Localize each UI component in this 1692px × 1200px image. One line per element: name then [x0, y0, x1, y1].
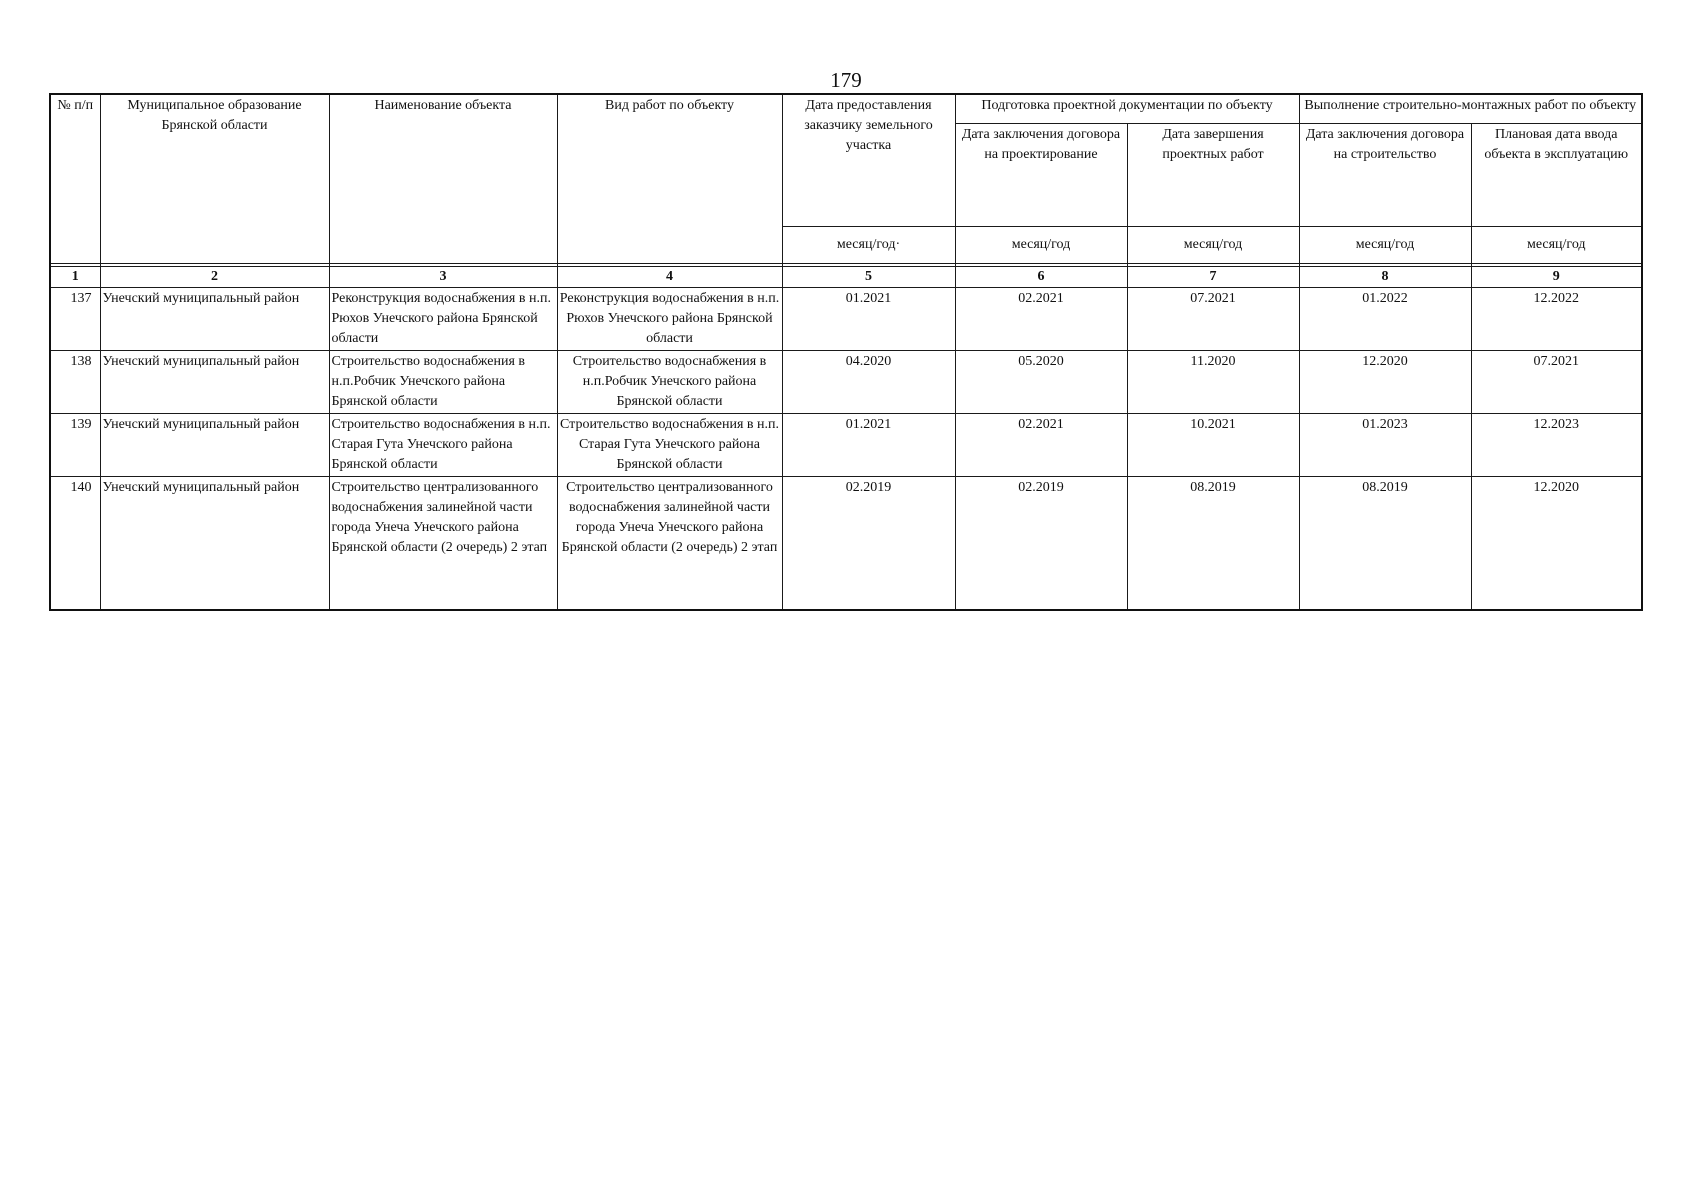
row-design-contract: 02.2021 — [955, 414, 1127, 477]
header-design-complete: Дата завершения проектных работ — [1127, 124, 1299, 227]
table-row — [50, 288, 1642, 351]
header-municipality: Муниципальное образование Брянской области — [100, 94, 329, 264]
row-object-name: Строительство водоснабжения в н.п.Робчик Унечского района Брянской области — [329, 351, 557, 414]
header-construction-contract: Дата заключения договора на строительство — [1299, 124, 1471, 227]
row-commissioning: 12.2023 — [1471, 414, 1642, 477]
row-object-name: Строительство централизованного водоснабжения залинейной части города Унеча Унечского района Брянской области (2 очередь) 2 этап — [329, 477, 557, 611]
row-num: 139 — [50, 414, 100, 477]
row-commissioning: 12.2022 — [1471, 288, 1642, 351]
row-design-complete: 07.2021 — [1127, 288, 1299, 351]
row-construction-contract: 12.2020 — [1299, 351, 1471, 414]
row-num: 140 — [50, 477, 100, 611]
header-group-design: Подготовка проектной документации по объекту — [955, 94, 1299, 124]
unit-design-complete: месяц/год — [1127, 227, 1299, 264]
header-design-contract: Дата заключения договора на проектирование — [955, 124, 1127, 227]
construction-schedule-table — [49, 93, 1643, 611]
header-work-type: Вид работ по объекту — [557, 94, 782, 264]
row-construction-contract: 01.2023 — [1299, 414, 1471, 477]
row-land-date: 04.2020 — [782, 351, 955, 414]
row-design-contract: 05.2020 — [955, 351, 1127, 414]
row-work-type: Строительство централизованного водоснабжения залинейной части города Унеча Унечского района Брянской области (2 очередь) 2 этап — [557, 477, 782, 611]
row-object-name: Строительство водоснабжения в н.п. Старая Гута Унечского района Брянской области — [329, 414, 557, 477]
row-design-complete: 11.2020 — [1127, 351, 1299, 414]
unit-design-contract: месяц/год — [955, 227, 1127, 264]
row-design-contract: 02.2021 — [955, 288, 1127, 351]
unit-land-date: месяц/год· — [782, 227, 955, 264]
row-work-type: Строительство водоснабжения в н.п. Старая Гута Унечского района Брянской области — [557, 414, 782, 477]
row-municipality: Унечский муниципальный район — [100, 351, 329, 414]
row-num: 137 — [50, 288, 100, 351]
header-land-date: Дата предоставления заказчику земельного участка — [782, 94, 955, 227]
column-number: 5 — [782, 267, 955, 288]
column-number: 8 — [1299, 267, 1471, 288]
row-municipality: Унечский муниципальный район — [100, 477, 329, 611]
header-object-name: Наименование объекта — [329, 94, 557, 264]
page-number: 179 — [830, 68, 862, 92]
column-number-row — [50, 267, 1642, 288]
unit-construction-contract: месяц/год — [1299, 227, 1471, 264]
row-work-type: Строительство водоснабжения в н.п.Робчик Унечского района Брянской области — [557, 351, 782, 414]
header-commissioning: Плановая дата ввода объекта в эксплуатацию — [1471, 124, 1642, 227]
column-number: 6 — [955, 267, 1127, 288]
row-municipality: Унечский муниципальный район — [100, 414, 329, 477]
row-construction-contract: 08.2019 — [1299, 477, 1471, 611]
table-row — [50, 477, 1642, 611]
unit-commissioning: месяц/год — [1471, 227, 1642, 264]
table-row — [50, 351, 1642, 414]
table-row — [50, 414, 1642, 477]
column-number: 9 — [1471, 267, 1642, 288]
row-land-date: 02.2019 — [782, 477, 955, 611]
table-body — [50, 264, 1642, 611]
row-land-date: 01.2021 — [782, 414, 955, 477]
column-number: 4 — [557, 267, 782, 288]
row-commissioning: 12.2020 — [1471, 477, 1642, 611]
row-object-name: Реконструкция водоснабжения в н.п. Рюхов Унечского района Брянской области — [329, 288, 557, 351]
column-number: 7 — [1127, 267, 1299, 288]
row-num: 138 — [50, 351, 100, 414]
row-commissioning: 07.2021 — [1471, 351, 1642, 414]
row-land-date: 01.2021 — [782, 288, 955, 351]
header-group-construction: Выполнение строительно-монтажных работ по объекту — [1299, 94, 1642, 124]
header-num: № п/п — [50, 94, 100, 264]
column-number: 1 — [50, 267, 100, 288]
row-work-type: Реконструкция водоснабжения в н.п. Рюхов Унечского района Брянской области — [557, 288, 782, 351]
column-number: 3 — [329, 267, 557, 288]
row-design-contract: 02.2019 — [955, 477, 1127, 611]
row-design-complete: 10.2021 — [1127, 414, 1299, 477]
table-header — [50, 94, 1642, 264]
row-design-complete: 08.2019 — [1127, 477, 1299, 611]
column-number: 2 — [100, 267, 329, 288]
row-construction-contract: 01.2022 — [1299, 288, 1471, 351]
row-municipality: Унечский муниципальный район — [100, 288, 329, 351]
